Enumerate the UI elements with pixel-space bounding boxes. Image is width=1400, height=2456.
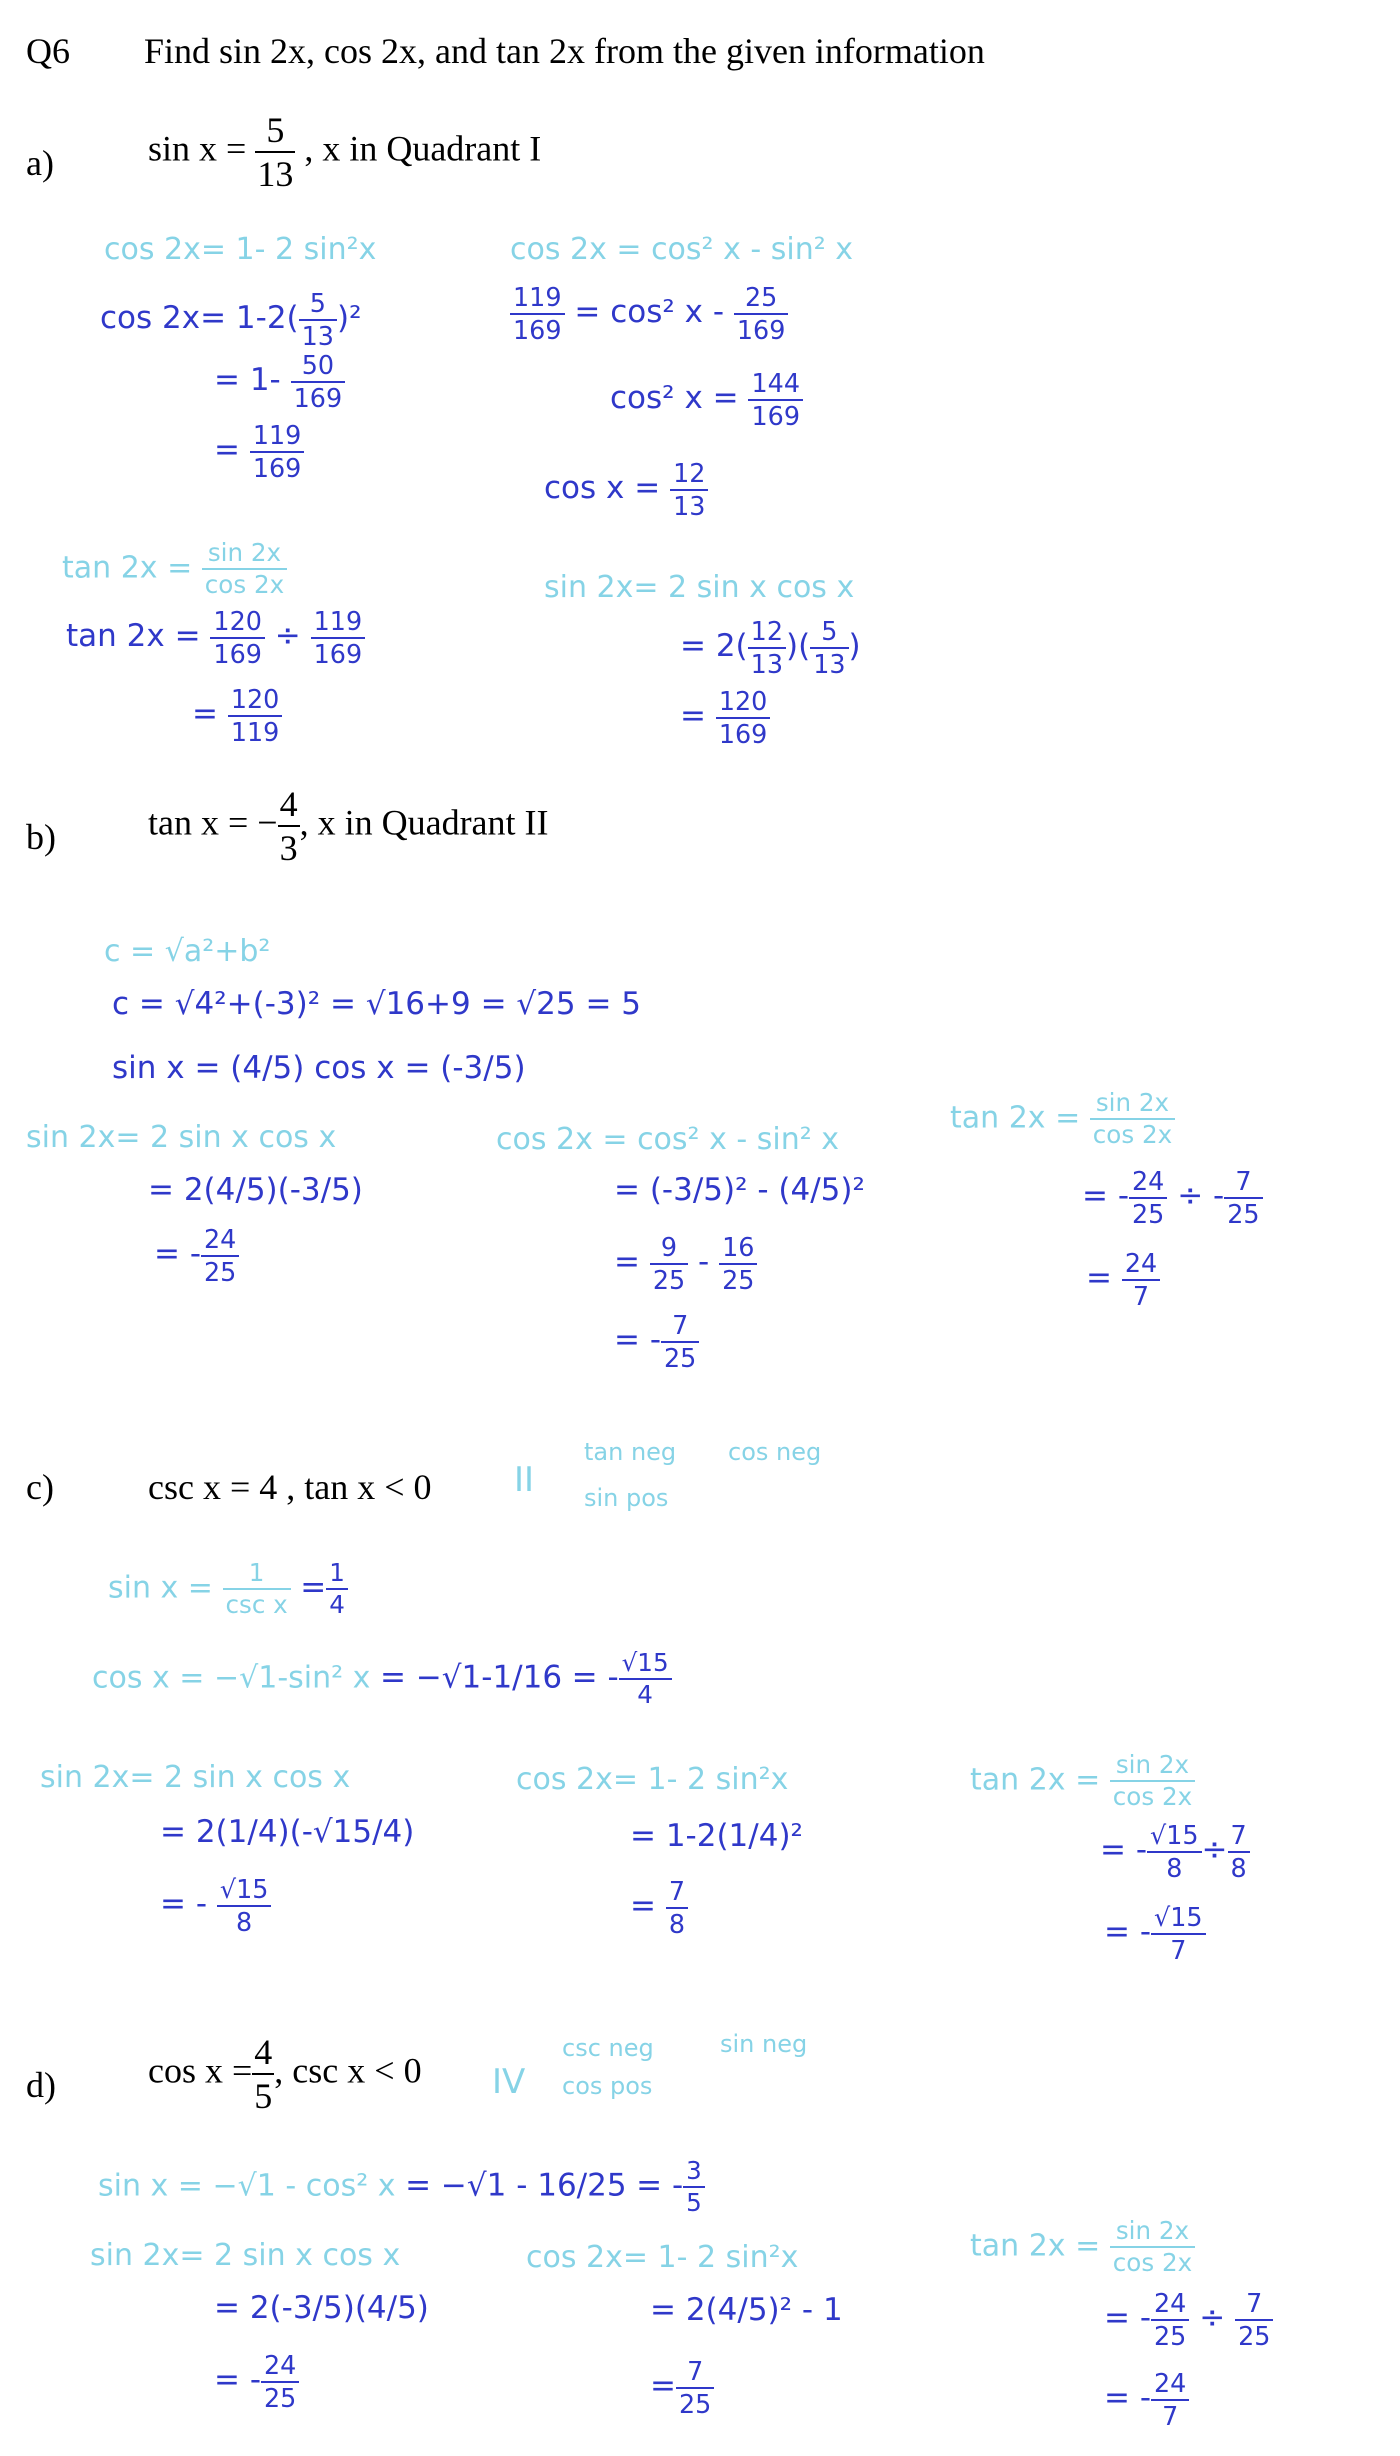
c-note-tan: tan neg: [584, 1438, 677, 1466]
frac-den: 4: [619, 1678, 672, 1708]
given-numerator: 4: [279, 784, 298, 824]
step-text: = -: [614, 1322, 662, 1359]
c-sin-x: [108, 1560, 348, 1618]
step-text: = -: [154, 1236, 202, 1273]
frac-num: 5: [309, 288, 326, 318]
step-text: cos x = −√1-sin² x: [92, 1660, 371, 1696]
part-c-label: c): [26, 1467, 54, 1507]
step-text: = -: [571, 1659, 619, 1696]
frac-den: cos 2x: [1110, 1780, 1195, 1810]
step-text: =: [680, 698, 706, 735]
frac-num: 119: [252, 420, 302, 450]
b-sin-result: [154, 1226, 239, 1285]
frac-den: 8: [217, 1905, 272, 1936]
frac-den: 25: [1151, 2319, 1189, 2350]
frac-num: 7: [1235, 1166, 1252, 1196]
frac-num: 7: [668, 1876, 686, 1906]
part-b-label: b): [26, 817, 56, 857]
step-text: = −√1-1/16: [379, 1659, 563, 1696]
given-lhs: cos x =: [148, 2050, 253, 2091]
frac-den: 13: [810, 647, 848, 678]
frac-num: 7: [1230, 1820, 1247, 1850]
c-tan-result: [1104, 1904, 1206, 1963]
step-text: = cos² x -: [574, 294, 725, 331]
part-a-label: a): [26, 143, 54, 183]
a-cos-x-value: [544, 460, 708, 519]
frac-den: 8: [1228, 1851, 1250, 1882]
given-denominator: 3: [278, 825, 300, 866]
step-text: ÷ -: [1177, 1178, 1225, 1215]
frac-den: 169: [734, 313, 789, 344]
frac-num: 24: [1154, 2368, 1187, 2398]
frac-den: 169: [716, 717, 771, 748]
d-quadrant: IV: [492, 2062, 526, 2102]
part-d-label: d): [26, 2065, 56, 2105]
a-cos-step1: [100, 290, 362, 349]
given-numerator: 4: [254, 2032, 273, 2072]
step-text: sin x =: [108, 1570, 213, 1606]
frac-den: csc x: [223, 1588, 291, 1618]
b-sin-step1: = 2(4/5)(-3/5): [148, 1172, 363, 1208]
c-note-sin: sin pos: [584, 1484, 669, 1512]
given-numerator: 5: [266, 110, 285, 150]
step-text: =: [614, 1244, 640, 1281]
given-denominator: 13: [255, 151, 295, 192]
step-text: = -: [1104, 2300, 1152, 2337]
d-tan-step1: [1104, 2290, 1273, 2349]
c-cos-identity: cos 2x= 1- 2 sin²x: [516, 1762, 789, 1797]
frac-num: 3: [686, 2156, 702, 2185]
b-sin-identity: sin 2x= 2 sin x cos x: [26, 1120, 337, 1155]
step-text: )(: [786, 628, 811, 665]
a-cos-step2: [214, 352, 345, 411]
frac-den: 25: [661, 1341, 699, 1372]
frac-den: 7: [1151, 2399, 1189, 2430]
frac-num: 9: [660, 1232, 678, 1262]
step-text: =: [214, 432, 240, 469]
step-text: =: [300, 1569, 327, 1606]
step-text: tan 2x =: [62, 550, 193, 586]
step-text: )²: [336, 300, 362, 337]
part-b-given: [148, 786, 549, 866]
frac-den: 25: [1129, 1197, 1167, 1228]
d-tan-identity: [970, 2218, 1195, 2276]
d-note-sin: sin neg: [720, 2030, 808, 2058]
b-sin-cos-values: sin x = (4/5) cos x = (-3/5): [112, 1050, 526, 1086]
b-tan-step1: [1082, 1168, 1263, 1227]
given-condition: , x in Quadrant II: [299, 802, 549, 843]
frac-num: 50: [301, 350, 335, 380]
d-note-cos: cos pos: [562, 2072, 653, 2100]
c-cos-x: [92, 1650, 672, 1708]
frac-den: 169: [291, 381, 346, 412]
frac-num: sin 2x: [1115, 1750, 1190, 1779]
frac-num: 1: [248, 1558, 265, 1587]
a-tan-identity: [62, 540, 287, 598]
frac-num: 120: [213, 606, 262, 636]
frac-den: 7: [1122, 1279, 1160, 1310]
part-c-given: csc x = 4 , tan x < 0: [148, 1467, 432, 1507]
b-cos-step1: = (-3/5)² - (4/5)²: [614, 1172, 865, 1208]
frac-num: 120: [230, 684, 280, 714]
c-sin-step1: = 2(1/4)(-√15/4): [160, 1814, 415, 1850]
frac-num: √15: [621, 1648, 669, 1677]
frac-den: 25: [1235, 2319, 1273, 2350]
step-text: ÷: [1201, 1832, 1228, 1869]
a-cos-identity-alt: cos 2x = cos² x - sin² x: [510, 232, 854, 267]
step-text: -: [698, 1244, 710, 1281]
step-text: = 1-: [214, 362, 281, 399]
step-text: ÷: [1199, 2300, 1226, 2337]
frac-den: 25: [676, 2387, 714, 2418]
step-text: tan 2x =: [950, 1100, 1081, 1136]
a-sin-identity: sin 2x= 2 sin x cos x: [544, 570, 855, 605]
b-cos-result: [614, 1312, 699, 1371]
a-sin-step1: [680, 618, 861, 677]
frac-den: 13: [670, 489, 708, 520]
frac-num: 7: [1246, 2288, 1263, 2318]
a-cos-result: [214, 422, 304, 481]
frac-num: √15: [1150, 1820, 1199, 1850]
given-denominator: 5: [252, 2073, 274, 2114]
step-text: = 2(: [680, 628, 748, 665]
step-text: sin x = −√1 - cos² x: [98, 2168, 396, 2204]
d-cos-identity: cos 2x= 1- 2 sin²x: [526, 2240, 799, 2275]
frac-num: √15: [1154, 1902, 1203, 1932]
frac-den: cos 2x: [1110, 2246, 1195, 2276]
b-hypotenuse-formula: c = √a²+b²: [104, 934, 271, 969]
given-lhs: tan x = −: [148, 802, 278, 843]
frac-den: 25: [719, 1263, 757, 1294]
frac-num: 25: [744, 282, 778, 312]
step-text: = -: [1082, 1178, 1130, 1215]
step-text: cos² x =: [610, 380, 739, 417]
step-text: =: [630, 1888, 656, 1925]
a-cos-alt-step2: [610, 370, 803, 429]
step-text: = -: [1104, 1914, 1152, 1951]
frac-num: sin 2x: [1115, 2216, 1190, 2245]
c-sin-result: [160, 1876, 271, 1935]
c-sin-identity: sin 2x= 2 sin x cos x: [40, 1760, 351, 1795]
a-sin-result: [680, 688, 770, 747]
step-text: = -: [636, 2167, 684, 2204]
frac-num: 12: [673, 458, 706, 488]
step-text: = −√1 - 16/25: [405, 2167, 627, 2204]
frac-den: cos 2x: [202, 568, 287, 598]
frac-num: 24: [1154, 2288, 1187, 2318]
step-text: cos x =: [544, 470, 661, 507]
frac-num: 12: [750, 616, 783, 646]
frac-den: 25: [650, 1263, 688, 1294]
question-number: Q6: [26, 31, 70, 71]
frac-den: 119: [228, 715, 283, 746]
frac-num: sin 2x: [207, 538, 282, 567]
step-text: ): [848, 628, 861, 665]
frac-den: 4: [326, 1588, 348, 1618]
frac-den: cos 2x: [1090, 1118, 1175, 1148]
frac-den: 8: [1147, 1851, 1202, 1882]
part-a-given: [148, 112, 541, 192]
d-sin-identity: sin 2x= 2 sin x cos x: [90, 2238, 401, 2273]
a-tan-result: [192, 686, 282, 745]
frac-num: 16: [722, 1232, 755, 1262]
c-cos-step1: = 1-2(1/4)²: [630, 1818, 803, 1854]
frac-num: 5: [821, 616, 838, 646]
frac-den: 25: [201, 1255, 239, 1286]
step-text: cos 2x= 1-2(: [100, 300, 299, 337]
d-note-csc: csc neg: [562, 2034, 654, 2062]
step-text: = -: [160, 1886, 208, 1923]
d-sin-x: [98, 2158, 705, 2216]
a-cos-alt-step1: [510, 284, 788, 343]
frac-num: 24: [204, 1224, 237, 1254]
c-quadrant: II: [514, 1460, 535, 1500]
step-text: = -: [1100, 1832, 1148, 1869]
part-d-given: [148, 2034, 422, 2114]
frac-num: 144: [751, 368, 800, 398]
b-tan-result: [1086, 1250, 1160, 1309]
frac-den: 5: [683, 2186, 705, 2216]
given-condition: , csc x < 0: [274, 2050, 422, 2091]
step-text: tan 2x =: [970, 2228, 1101, 2264]
a-tan-step1: [66, 608, 365, 667]
d-tan-result: [1104, 2370, 1189, 2429]
d-cos-step1: = 2(4/5)² - 1: [650, 2292, 843, 2328]
step-text: ÷: [274, 618, 301, 655]
frac-den: 169: [510, 313, 565, 344]
frac-den: 25: [1224, 1197, 1262, 1228]
step-text: tan 2x =: [66, 618, 201, 655]
frac-num: 119: [513, 282, 562, 312]
frac-den: 8: [666, 1907, 688, 1938]
d-sin-step1: = 2(-3/5)(4/5): [214, 2290, 429, 2326]
a-cos-identity: cos 2x= 1- 2 sin²x: [104, 232, 377, 267]
b-cos-identity: cos 2x = cos² x - sin² x: [496, 1122, 840, 1157]
frac-den: 13: [299, 319, 337, 350]
b-hypotenuse-calc: c = √4²+(-3)² = √16+9 = √25 = 5: [112, 986, 641, 1022]
frac-num: 7: [687, 2356, 704, 2386]
frac-den: 7: [1151, 1933, 1206, 1964]
frac-num: 24: [264, 2350, 297, 2380]
step-text: =: [192, 696, 218, 733]
frac-den: 169: [748, 399, 803, 430]
frac-den: 13: [748, 647, 786, 678]
given-condition: , x in Quadrant I: [304, 128, 542, 169]
step-text: tan 2x =: [970, 1762, 1101, 1798]
b-tan-identity: [950, 1090, 1175, 1148]
frac-num: 7: [672, 1310, 689, 1340]
frac-num: √15: [219, 1874, 269, 1904]
frac-den: 169: [311, 637, 366, 668]
d-cos-result: [650, 2358, 714, 2417]
step-text: = -: [214, 2362, 262, 2399]
frac-num: 120: [718, 686, 768, 716]
frac-num: 1: [329, 1558, 345, 1587]
b-cos-step2: [614, 1234, 757, 1293]
c-cos-result: [630, 1878, 688, 1937]
question-instruction: Find sin 2x, cos 2x, and tan 2x from the given information: [144, 31, 985, 71]
frac-den: 169: [250, 451, 305, 482]
frac-num: sin 2x: [1095, 1088, 1170, 1117]
given-lhs: sin x =: [148, 128, 247, 169]
c-note-cos: cos neg: [728, 1438, 822, 1466]
step-text: =: [650, 2368, 676, 2405]
c-tan-step1: [1100, 1822, 1250, 1881]
frac-num: 24: [1124, 1248, 1158, 1278]
step-text: =: [1086, 1260, 1112, 1297]
frac-den: 25: [261, 2381, 299, 2412]
frac-den: 169: [210, 637, 265, 668]
c-tan-identity: [970, 1752, 1195, 1810]
d-sin-result: [214, 2352, 299, 2411]
frac-num: 24: [1132, 1166, 1165, 1196]
frac-num: 119: [313, 606, 363, 636]
step-text: = -: [1104, 2380, 1152, 2417]
